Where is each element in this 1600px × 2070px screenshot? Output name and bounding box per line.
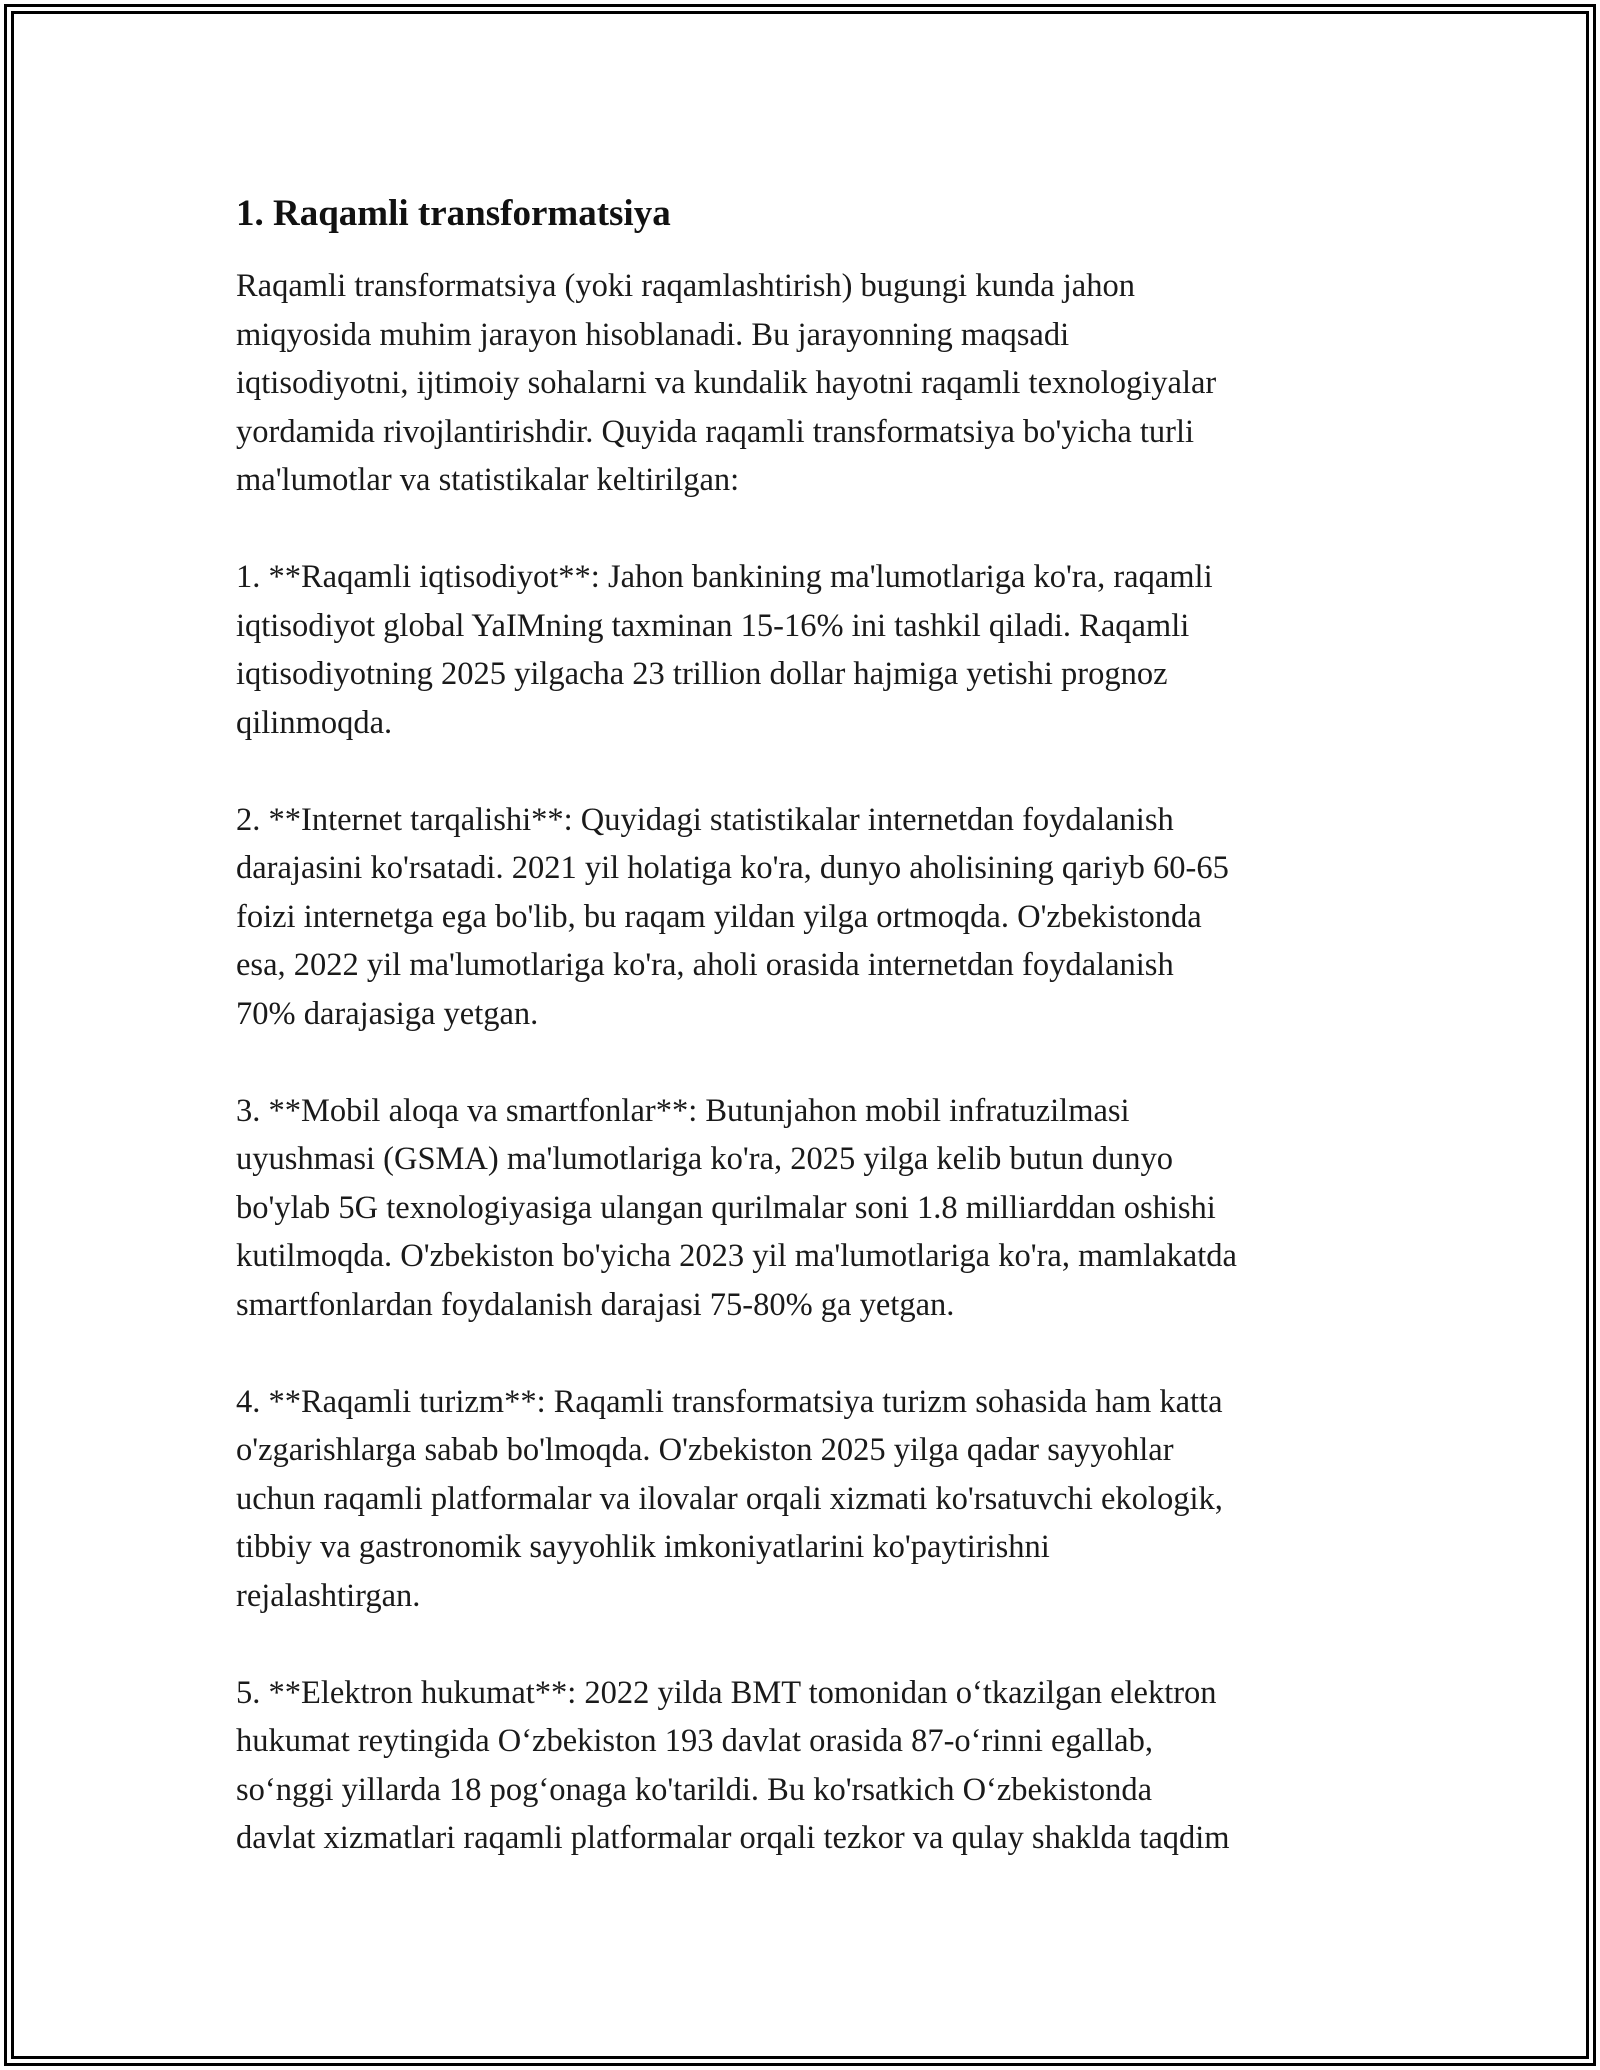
text-line: bo'ylab 5G texnologiyasiga ulangan qurilmalar soni 1.8 milliarddan oshishi: [236, 1189, 1216, 1226]
text-line: davlat xizmatlari raqamli platformalar orqali tezkor va qulay shaklda taqdim: [236, 1820, 1230, 1856]
text-line: uchun raqamli platformalar va ilovalar orqali xizmati ko'rsatuvchi ekologik,: [236, 1480, 1223, 1517]
list-item-digital-economy: [236, 553, 1376, 747]
document-body: [236, 188, 1376, 1911]
text-line: smartfonlardan foydalanish darajasi 75-80% ga yetgan.: [236, 1286, 955, 1323]
text-line: o'zgarishlarga sabab bo'lmoqda. O'zbekiston 2025 yilga qadar sayyohlar: [236, 1432, 1174, 1468]
page-title: 1. Raqamli transformatsiya: [236, 193, 671, 234]
list-item-e-government: [236, 1669, 1376, 1863]
text-line: 3. **Mobil aloqa va smartfonlar**: Butunjahon mobil infratuzilmasi: [236, 1092, 1130, 1129]
text-line: iqtisodiyot global YaIMning taxminan 15-16% ini tashkil qiladi. Raqamli: [236, 607, 1190, 644]
text-line: iqtisodiyotning 2025 yilgacha 23 trillion dollar hajmiga yetishi prognoz: [236, 656, 1168, 692]
text-line: kutilmoqda. O'zbekiston bo'yicha 2023 yil ma'lumotlariga ko'ra, mamlakatda: [236, 1238, 1237, 1274]
text-line: 2. **Internet tarqalishi**: Quyidagi statistikalar internetdan foydalanish: [236, 801, 1174, 838]
list-item-internet: [236, 796, 1376, 1039]
text-line: 70% darajasiga yetgan.: [236, 995, 539, 1032]
text-line: iqtisodiyotni, ijtimoiy sohalarni va kundalik hayotni raqamli texnologiyalar: [236, 365, 1217, 401]
text-line: uyushmasi (GSMA) ma'lumotlariga ko'ra, 2025 yilga kelib butun dunyo: [236, 1141, 1173, 1177]
text-line: miqyosida muhim jarayon hisoblanadi. Bu jarayonning maqsadi: [236, 316, 1070, 353]
text-line: tibbiy va gastronomik sayyohlik imkoniyatlarini ko'paytirishni: [236, 1529, 1050, 1565]
text-line: esa, 2022 yil ma'lumotlariga ko'ra, aholi orasida internetdan foydalanish: [236, 947, 1174, 983]
text-line: qilinmoqda.: [236, 704, 393, 741]
text-line: 4. **Raqamli turizm**: Raqamli transformatsiya turizm sohasida ham katta: [236, 1383, 1223, 1420]
text-line: Raqamli transformatsiya (yoki raqamlashtirish) bugungi kunda jahon: [236, 268, 1135, 304]
text-line: 1. **Raqamli iqtisodiyot**: Jahon bankining ma'lumotlariga ko'ra, raqamli: [236, 559, 1213, 595]
intro-paragraph: [236, 262, 1376, 505]
text-line: foizi internetga ega bo'lib, bu raqam yildan yilga ortmoqda. O'zbekistonda: [236, 898, 1202, 935]
text-line: hukumat reytingida O‘zbekiston 193 davlat orasida 87-o‘rinni egallab,: [236, 1723, 1153, 1759]
list-item-mobile: [236, 1087, 1376, 1330]
list-item-tourism: [236, 1378, 1376, 1621]
text-line: darajasini ko'rsatadi. 2021 yil holatiga ko'ra, dunyo aholisining qariyb 60-65: [236, 850, 1229, 886]
text-line: yordamida rivojlantirishdir. Quyida raqamli transformatsiya bo'yicha turli: [236, 413, 1195, 450]
text-line: rejalashtirgan.: [236, 1577, 421, 1614]
text-line: ma'lumotlar va statistikalar keltirilgan:: [236, 462, 740, 498]
text-line: so‘nggi yillarda 18 pog‘onaga ko'tarildi. Bu ko'rsatkich O‘zbekistonda: [236, 1771, 1153, 1808]
text-line: 5. **Elektron hukumat**: 2022 yilda BMT tomonidan o‘tkazilgan elektron: [236, 1674, 1217, 1711]
